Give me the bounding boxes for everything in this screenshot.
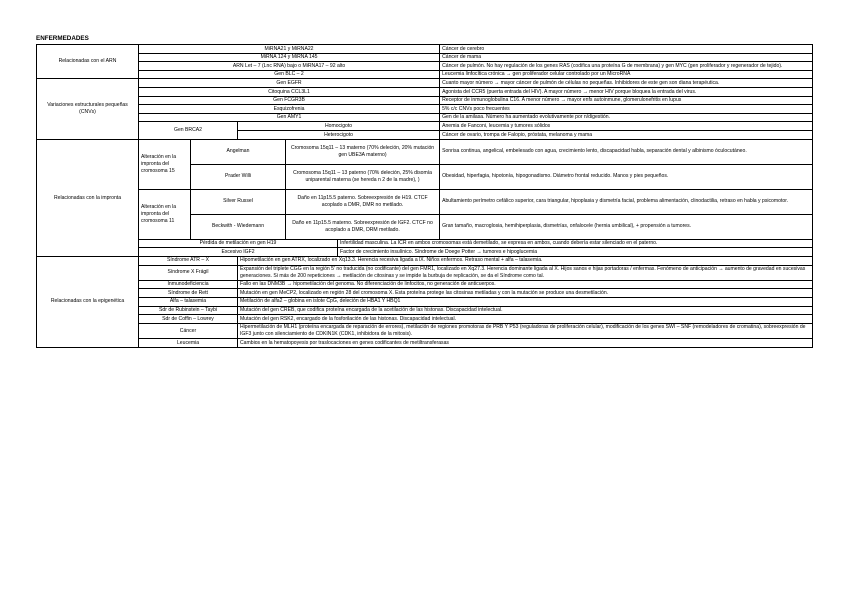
item-name: MiRNA 124 y MiRNA 145 [139,53,440,62]
item-name: MiRNA21 y MiRNA22 [139,45,440,54]
item-desc: Fallo en las DNM3B → hipometilación del genoma. No diferenciación de linfocitos, no generación de anticuerpos. [238,280,813,289]
table-row [37,113,813,122]
desc-angelman: Sonrisa continua, angelical, embelesado con agua, crecimiento lento, discapacidad habla, separación dental y albinismo óculocutáneo. [440,139,813,164]
table-row [37,79,813,88]
table-row [37,315,813,324]
table-row [37,122,813,131]
table-row [37,189,813,214]
item-name: Gen BLC – 2 [139,70,440,79]
item-desc: Mutación en gen MeCP2, localizado en región 28 del cromosoma X. Esta proteína protege las citosinas metiladas y con la mutación se produce una desmetilación. [238,289,813,298]
item-name: Leucemia [139,339,238,348]
item-desc: Anemia de Fanconi, leucemia y tumores sólidos [440,122,813,131]
item-name: Excesivo IGF2 [139,248,338,257]
item-desc: Metilación de alfa2 – globina en islote CpG, deleción de HBA1 Y HBQ1 [238,297,813,306]
table-row [37,339,813,348]
table-row [37,88,813,97]
table-row [37,105,813,114]
item-name: Inmunodeficiencia [139,280,238,289]
subgroup-chr11: Alteración en la impronta del cromosoma 11 [139,189,191,239]
item-name: Sdr de Coffin – Lowrey [139,315,238,324]
item-desc: Factor de crecimiento insulínico. Síndrome de Doege Potter → tumores e hipoglucemia [338,248,813,257]
group-epigenetica: Relacionadas con la epigenética [37,256,139,347]
subgroup-chr15: Alteración en la impronta del cromosoma 15 [139,139,191,189]
item-name: Sdr de Rubinstein – Taybi [139,306,238,315]
item-desc: Cáncer de cerebro [440,45,813,54]
item-desc: Agonista del CCR5 (puerta entrada del HIV). A mayor número → menor HIV porque bloquea la entrada del virus. [440,88,813,97]
cause-prader-willi: Cromosoma 15q11 – 13 paterno (70% deleción, 25% disomía uniparental materna (se hereda n 2 de la madre), ) [286,164,440,189]
table-row [37,70,813,79]
table-row [37,53,813,62]
document-title: ENFERMEDADES [36,35,89,42]
item-name: Alfa – talasemia [139,297,238,306]
item-desc: Leucemia linfocítica crónica → gen proliferador celular controlado por un MicroRNA [440,70,813,79]
table-row [37,239,813,248]
desc-beckwith: Gran tamaño, macroglosia, hemihiperplasia, dismetrías, onfalocele (hernia umbilical), + propensión a tumores. [440,214,813,239]
item-desc: Cáncer de ovario, trompa de Falopio, próstata, melanoma y mama [440,131,813,140]
diseases-table [36,44,813,348]
desc-silver-russel: Abultamiento perímetro cefálico superior, cara triangular, hipoplasia y dismetría facial, problema alimentación, clinodactilia, retraso en habla y psicomotor. [440,189,813,214]
table-row [37,62,813,71]
table-row [37,45,813,54]
item-name: Pérdida de metilación en gen H19 [139,239,338,248]
item-name: Citoquina CCL3L1 [139,88,440,97]
item-name: Esquizofrenia [139,105,440,114]
item-name: Gen FCGR3B [139,96,440,105]
desc-prader-willi: Obesidad, hiperfagia, hipotonía, hipogonadismo. Diámetro frontal reducido. Manos y pies pequeños. [440,164,813,189]
item-desc: Hipermetilación de MLH1 (proteína encargada de reparación de errores), metilación de regiones promotoras de PRB Y P53 (reguladoras de proliferación celular), modificación de los genes SWI – SNF (remodeladores de cromatina), sobreexpresión de IGF3 junto con silenciamiento de CDKIN1K (CDK1, inhibidora de la mitosis). [238,323,813,338]
item-desc: 5% c/c CNVs poco frecuentes [440,105,813,114]
item-name: Síndrome X Frágil [139,265,238,280]
item-desc: Gen de la amilasa. Número ha aumentado evolutivamente por n/digestión. [440,113,813,122]
table-row [37,265,813,280]
item-name: Cáncer [139,323,238,338]
group-arn: Relacionadas con el ARN [37,45,139,79]
item-desc: Cáncer de pulmón. No hay regulación de los genes RAS (codifica una proteína G de membrana) y gen MYC (gen proliferador y regenerador de tejido). [440,62,813,71]
group-cnv: Variaciones estructurales pequeñas (CNVs) [37,79,139,139]
table-row [37,139,813,164]
item-desc: Mutación del gen RSK2, encargado de la fosforilación de las histonas. Discapacidad intelectual. [238,315,813,324]
item-desc: Infertilidad masculina. La ICR en ambos cromosomas está demetilado, se expresa en ambos, cuando debería estar silenciado en el paterno. [338,239,813,248]
item-name: ARN Let – 7 (Lnc RNA) bajo o MiRNA17 – 92 alto [139,62,440,71]
cause-angelman: Cromosoma 15q11 – 13 materno (70% deleción, 20% mutación gen UBE3A materno) [286,139,440,164]
item-desc: Cuanto mayor número → mayor cáncer de pulmón de células no pequeñas. Inhibidores de este gen son diana terapéutica. [440,79,813,88]
syndrome-angelman: Angelman [191,139,286,164]
group-impronta: Relacionadas con la impronta [37,139,139,256]
item-name: Gen AMY1 [139,113,440,122]
brca2-gene: Gen BRCA2 [139,122,238,139]
cause-silver-russel: Daño en 11p15.5 paterno. Sobreexpresión de H19. CTCF acoplado a DMR, DMR no metilado. [286,189,440,214]
table-row [37,96,813,105]
table-row [37,306,813,315]
item-desc: Mutación del gen CREB, que codifica proteína encargada de la acetilación de las histonas. Discapacidad intelectual. [238,306,813,315]
syndrome-silver-russel: Silver Russel [191,189,286,214]
item-desc: Cáncer de mama [440,53,813,62]
table-row [37,323,813,338]
cause-beckwith: Daño en 11p15.5 materno. Sobreexpresión de IGF2. CTCF no acoplado a DMR, DRM metilado. [286,214,440,239]
table-row [37,297,813,306]
item-name: Heterocigoto [238,131,440,140]
item-name: Síndrome ATR – X [139,256,238,265]
table-row [37,248,813,257]
item-name: Homocigoto [238,122,440,131]
item-name: Gen EGFR [139,79,440,88]
syndrome-beckwith: Beckwith - Wiedemann [191,214,286,239]
table-row [37,256,813,265]
item-desc: Expansión del triplete CGG en la región 5’ no traducida (no codificante) del gen FMR1, localizado en Xq27.3. Herencia dominante ligada al X. Hijos sanos e hijas portadoras / enfermas. Fenómeno de anticipación → aumento de gravedad en sucesivas generaciones. Si más de 200 repeticiones → metilación de citosinas y se impide la burbuja de replicación, se da el Síndrome como tal. [238,265,813,280]
table-row [37,289,813,298]
table-row [37,280,813,289]
item-desc: Receptor de inmunoglobulina C16. A menor número → mayor enfs autoinmune, glomerulonefritis en lupus [440,96,813,105]
item-name: Síndrome de Rett [139,289,238,298]
item-desc: Cambios en la hematopoyesis por traslocaciones en genes codificantes de metiltransferasas [238,339,813,348]
syndrome-prader-willi: Prader Willi [191,164,286,189]
item-desc: Hipometilación en gen ATRX, localizado en Xq13.3. Herencia recesiva ligada a lX. Niños enfermos. Retraso mental + alfa – talasemia. [238,256,813,265]
